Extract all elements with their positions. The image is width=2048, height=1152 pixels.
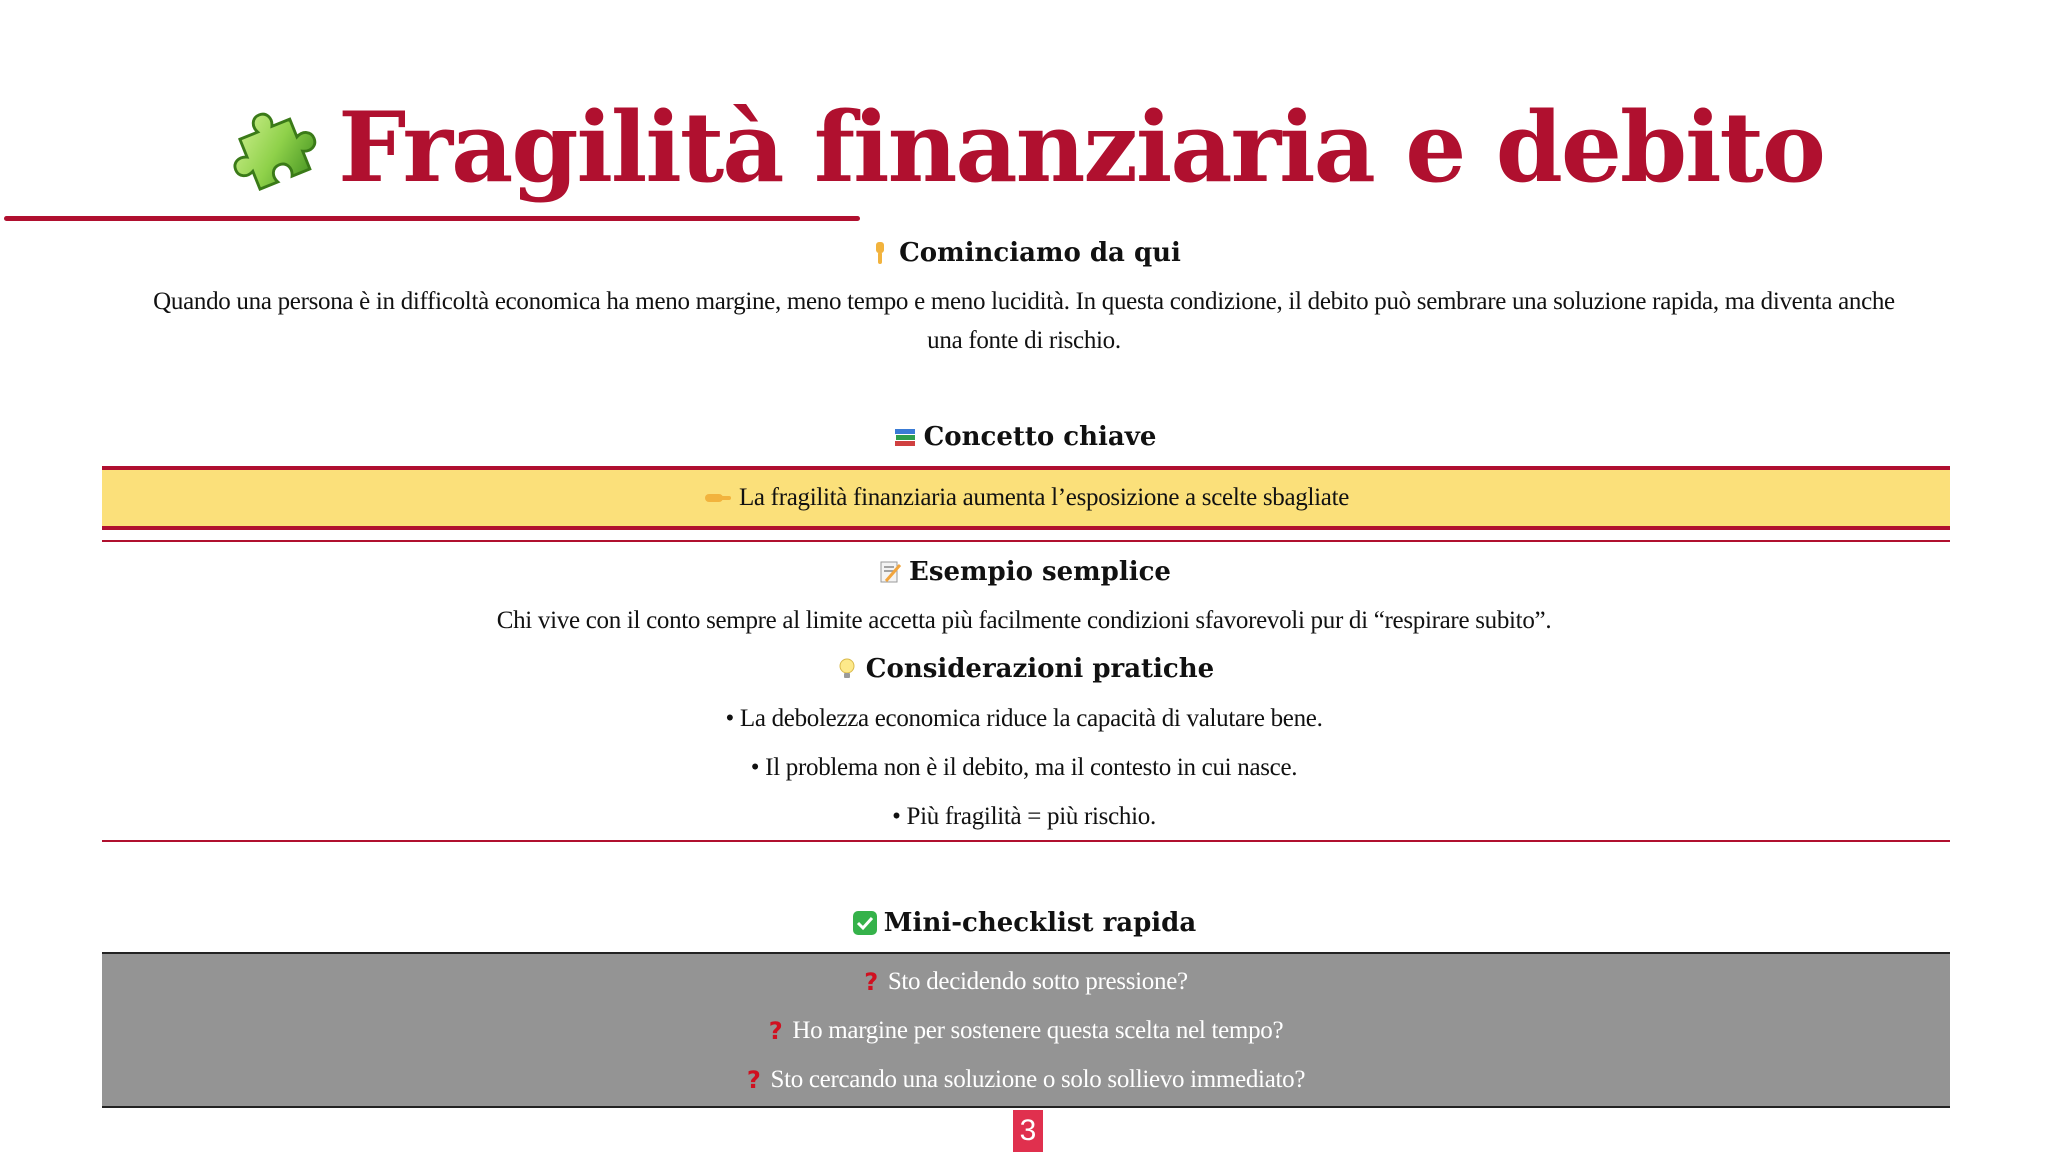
example-text: Chi vive con il conto sempre al limite accetta più facilmente condizioni sfavorevoli pur di “respirare subito”.: [496, 607, 1552, 634]
key-concept-text: La fragilità finanziaria aumenta l’esposizione a scelte sbagliate: [738, 484, 1350, 511]
key-bottom-rule: [102, 526, 1950, 530]
question-mark-icon: ?: [864, 968, 878, 996]
consideration-item: • Più fragilità = più rischio.: [892, 803, 1156, 830]
title-underline: [4, 216, 860, 221]
page-number: 3: [1013, 1110, 1043, 1152]
key-concept-box: [102, 470, 1950, 526]
pointing-right-icon: [703, 487, 733, 509]
example-heading: [0, 555, 2048, 589]
intro-text: Quando una persona è in difficoltà economica ha meno margine, meno tempo e meno lucidità. In questa condizione, il debito può sembrare una soluzione rapida, ma diventa anche una fonte di rischio.: [153, 288, 1895, 354]
intro-heading: [0, 236, 2048, 270]
checklist-box: [102, 952, 1950, 1108]
question-mark-icon: ?: [746, 1066, 761, 1094]
puzzle-piece-icon: [224, 99, 320, 195]
intro-heading-text: Cominciamo da qui: [899, 238, 1181, 268]
books-icon: [892, 424, 918, 450]
example-heading-text: Esempio semplice: [909, 557, 1171, 587]
key-concept-heading: [0, 420, 2048, 454]
example-top-rule: [102, 540, 1950, 542]
considerations-heading: [0, 652, 2048, 686]
light-bulb-icon: [834, 656, 860, 682]
checklist-heading-text: Mini-checklist rapida: [883, 908, 1197, 938]
consideration-item: • Il problema non è il debito, ma il contesto in cui nasce.: [750, 754, 1298, 781]
considerations-bottom-rule: [102, 840, 1950, 842]
pointing-down-icon: [867, 240, 893, 266]
slide-title: [0, 92, 2048, 202]
question-mark-icon: ?: [768, 1017, 783, 1045]
consideration-item: • La debolezza economica riduce la capacità di valutare bene.: [725, 705, 1323, 732]
title-text: Fragilità finanziaria e debito: [338, 90, 1824, 204]
checklist-heading: [0, 906, 2048, 940]
memo-icon: [877, 559, 903, 585]
checklist-item: ? Ho margine per sostenere questa scelta nel tempo?: [768, 1017, 1284, 1045]
considerations-heading-text: Considerazioni pratiche: [865, 654, 1215, 684]
key-concept-heading-text: Concetto chiave: [923, 422, 1157, 452]
checklist-item: ? Sto decidendo sotto pressione?: [864, 968, 1188, 996]
checklist-item: ? Sto cercando una soluzione o solo sollievo immediato?: [746, 1066, 1306, 1094]
check-mark-icon: [852, 910, 878, 936]
